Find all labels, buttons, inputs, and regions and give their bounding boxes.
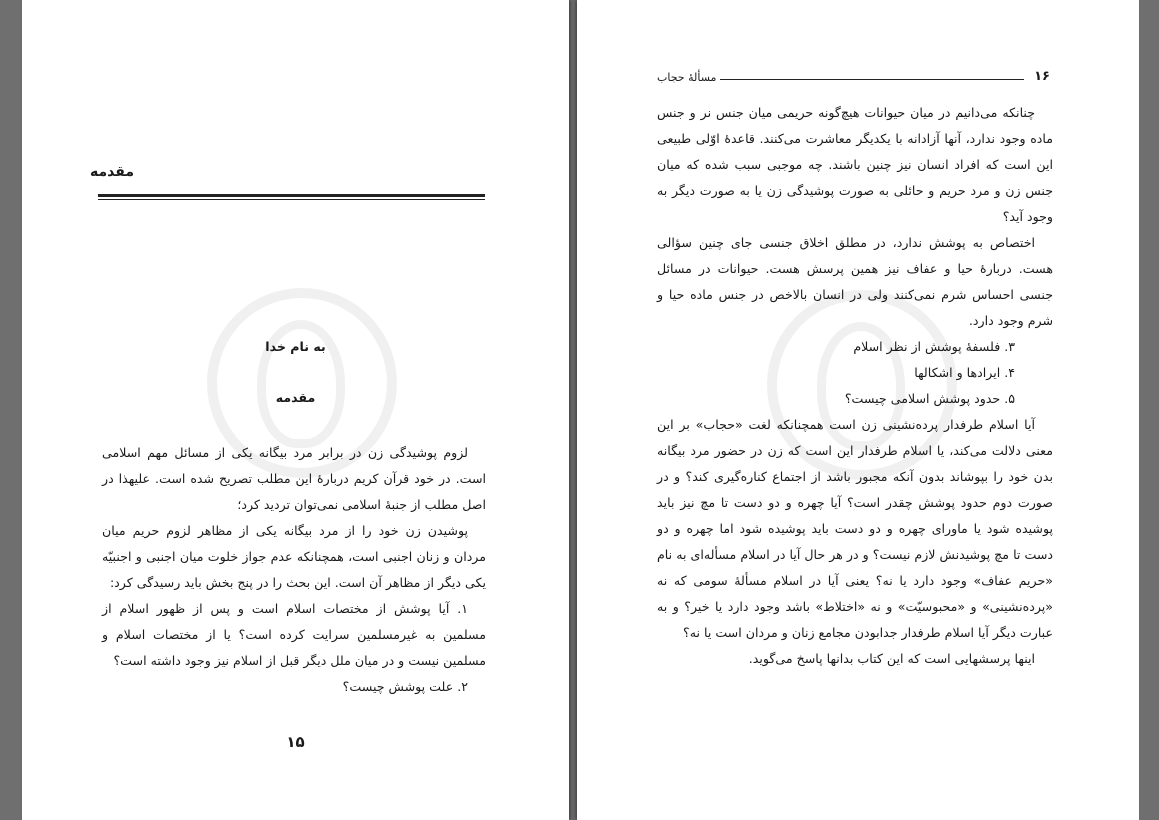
paragraph: آیا اسلام طرفدار پرده‌نشینی زن است همچنانکه لغت «حجاب» بر این معنی دلالت می‌کند، یا اسلام طرفدار این است که زن در حضور مرد بیگانه بدن خود را بپوشاند بدون آنکه مجبور باشد از اجتماع کناره‌گیری کند؟ و در صورت دوم حدود پوشش چقدر است؟ آیا چهره و دو دست تا مچ نیز باید پوشیده شود یا ماورای چهره و دو دست باید پوشیده شود اما چهره و دو دست تا مچ پوشیدنش لازم نیست؟ و در هر حال آیا در اسلام مسأله‌ای به نام «حریم عفاف» وجود دارد یا نه؟ یعنی آیا در اسلام مسألهٔ سومی که نه «پرده‌نشینی» و «محبوسیّت» و نه «اختلاط» باشد وجود دارد یا خیر؟ و به عبارت دیگر آیا اسلام طرفدار جدابودن مجامع زنان و مردان است یا نه؟ — [657, 417, 1053, 640]
header-rule — [720, 79, 1024, 80]
list-item: ۳. فلسفهٔ پوشش از نظر اسلام — [853, 339, 1015, 354]
list-item: ۴. ایرادها و اشکالها — [914, 365, 1015, 380]
page-number: ۱۶ — [1034, 69, 1050, 84]
paragraph: پوشیدن زن خود را از مرد بیگانه یکی از مظاهر لزوم حریم میان مردان و زنان اجنبی است، همچنانکه عدم جواز خلوت میان اجنبی و اجنبیّه یکی دیگر از مظاهر آن است. این بحث را در پنج بخش باید رسیدگی کرد: — [102, 523, 486, 590]
right-page — [577, 0, 1139, 820]
title-rule — [98, 194, 485, 197]
paragraph: لزوم پوشیدگی زن در برابر مرد بیگانه یکی از مسائل مهم اسلامی است. در خود قرآن کریم دربارهٔ این مطلب تصریح شده است. علیهذا در اصل مطلب از جنبهٔ اسلامی نمی‌توان تردید کرد؛ — [102, 445, 486, 512]
list-item: ۵. حدود پوشش اسلامی چیست؟ — [844, 391, 1015, 406]
paragraph: اینها پرسشهایی است که این کتاب بدانها پاسخ می‌گوید. — [748, 651, 1035, 666]
left-page — [22, 0, 569, 820]
paragraph: چنانکه می‌دانیم در میان حیوانات هیچ‌گونه حریمی میان جنس نر و جنس ماده وجود ندارد، آنها آزادانه با یکدیگر معاشرت می‌کنند. قاعدهٔ اوّلی طبیعی این است که افراد انسان نیز چنین باشند. چه موجبی سبب شده که میان جنس زن و مرد حریم و حائلی به صورت پوشیدگی زن یا به صورت دیگر به وجود آید؟ — [657, 105, 1053, 224]
running-title: مسألهٔ حجاب — [657, 71, 717, 84]
paragraph: ۲. علت پوشش چیست؟ — [342, 679, 468, 694]
bismillah-heading: به نام خدا — [265, 339, 326, 354]
paragraph: ۱. آیا پوشش از مختصات اسلام است و پس از ظهور اسلام از مسلمین به غیرمسلمین سرایت کرده است؟ یا از مختصات اسلام و مسلمین نیست و در میان ملل دیگر قبل از اسلام نیز وجود داشته است؟ — [102, 601, 486, 668]
chapter-subtitle: مقدمه — [275, 390, 316, 405]
title-rule-thin — [98, 199, 485, 200]
right-body-text — [657, 100, 1053, 672]
running-header — [657, 66, 1050, 84]
page-number: ۱۵ — [286, 733, 305, 751]
section-title: مقدمه — [90, 164, 134, 180]
left-body-text — [102, 440, 486, 700]
paragraph: اختصاص به پوشش ندارد، در مطلق اخلاق جنسی جای چنین سؤالی هست. دربارهٔ حیا و عفاف نیز همین پرسش هست. حیوانات در مسائل جنسی احساس شرم نمی‌کنند ولی در انسان بالاخص در جنس ماده حیا و شرم وجود دارد. — [657, 235, 1053, 328]
